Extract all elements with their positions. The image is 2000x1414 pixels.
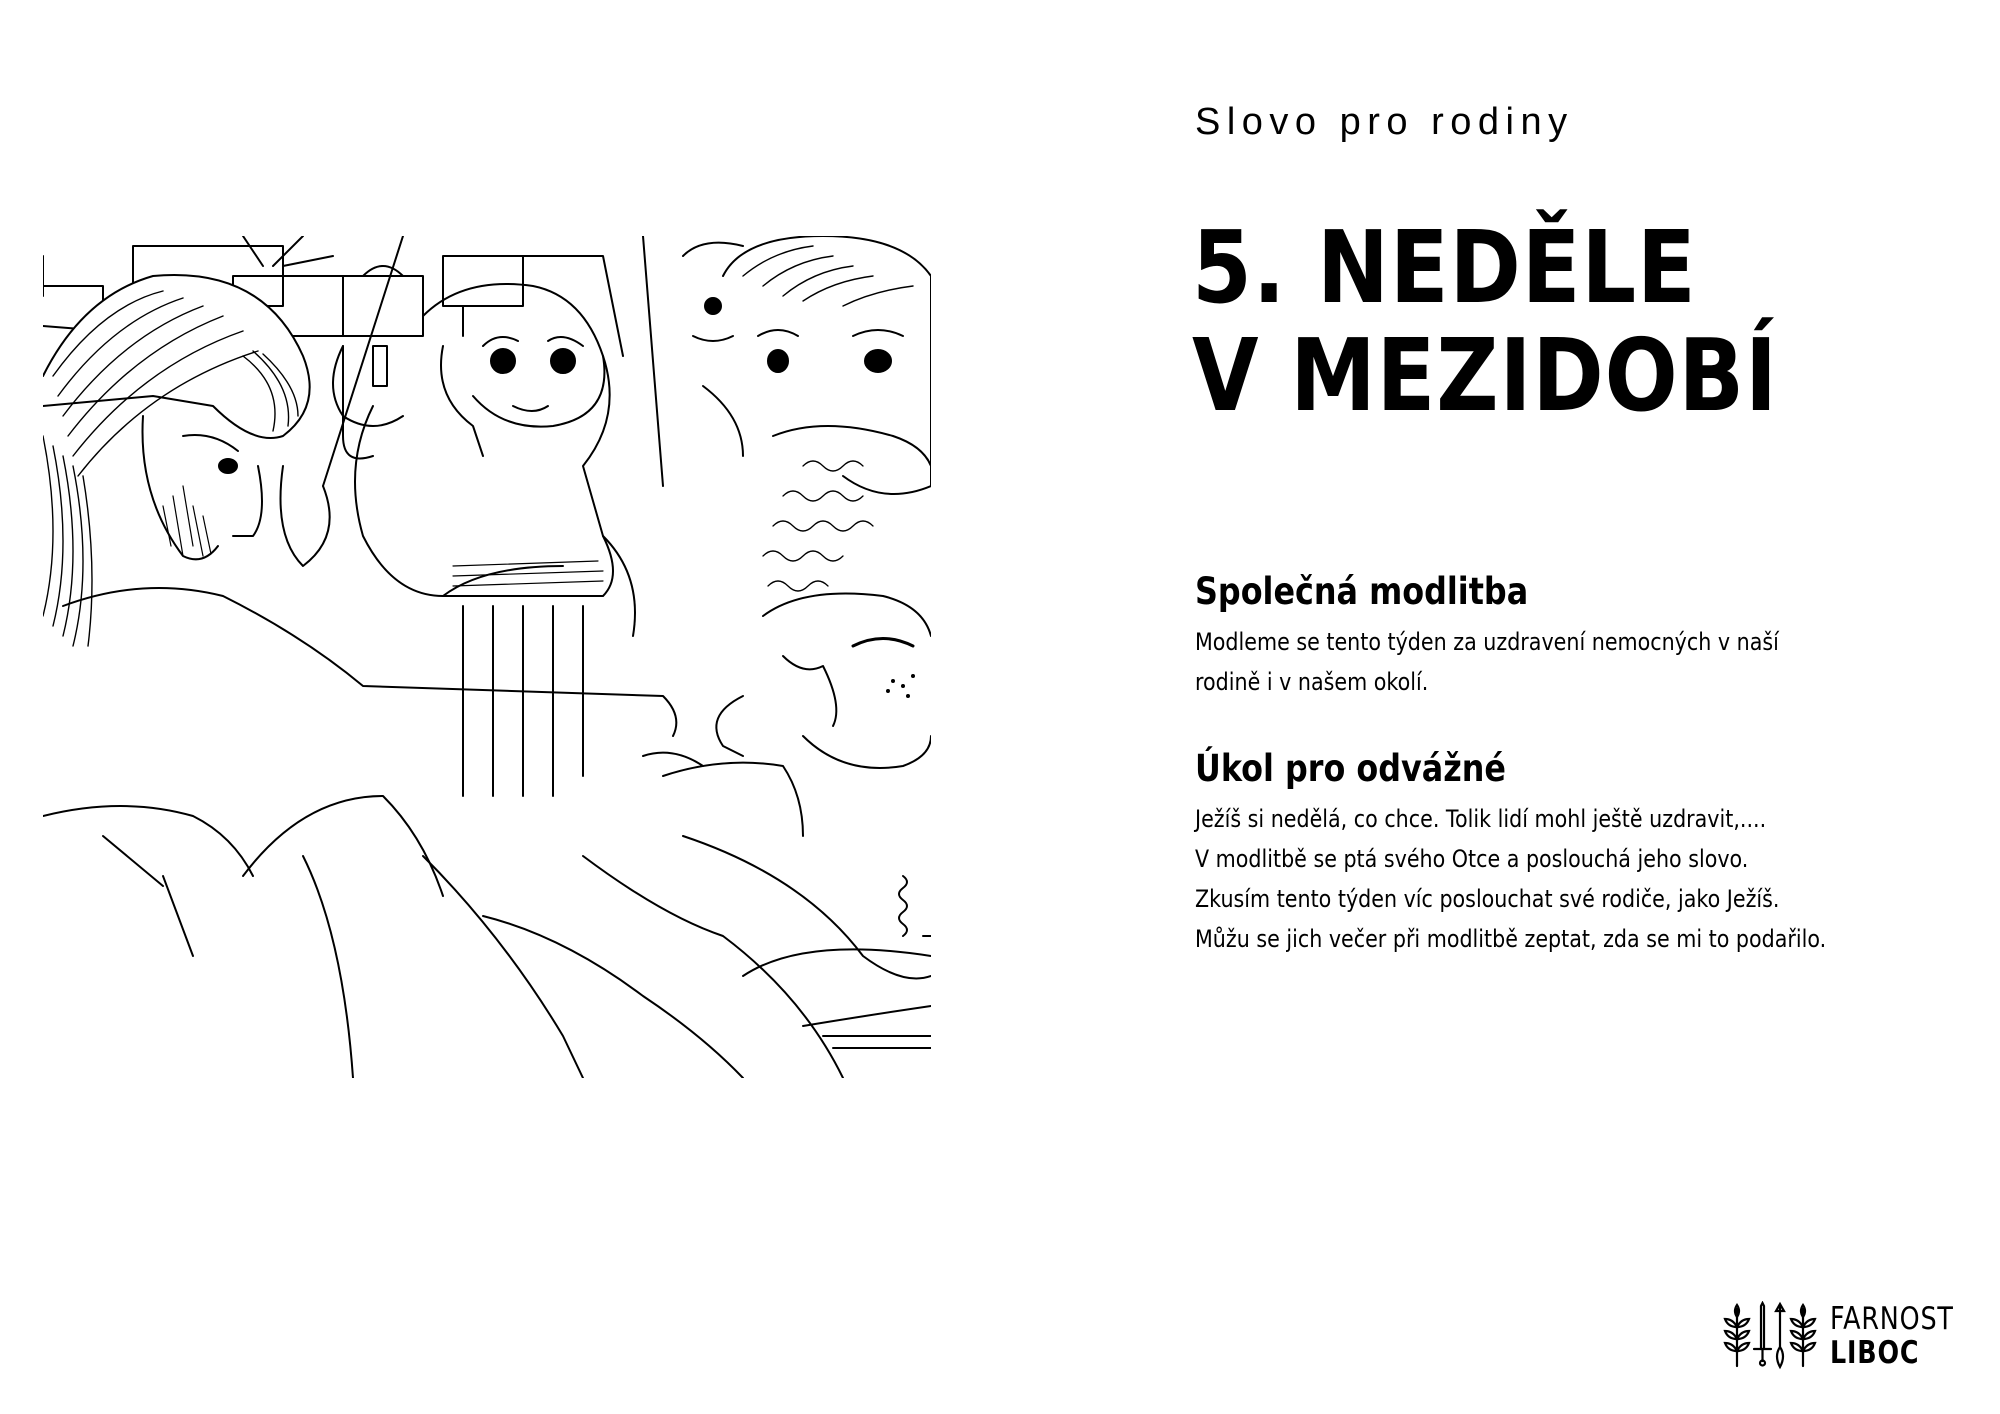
illustration-image	[43, 236, 931, 1078]
body-line: rodině i v našem okolí.	[1195, 668, 1429, 696]
body-line: Můžu se jich večer při modlitbě zeptat, zda se mi to podařilo.	[1195, 925, 1827, 953]
body-line: Modleme se tento týden za uzdravení nemocných v naší	[1195, 628, 1779, 656]
logo-line-2: LIBOC	[1830, 1335, 1920, 1371]
wheat-icon	[1725, 1305, 1749, 1366]
page-title	[1192, 209, 1778, 434]
body-line: V modlitbě se ptá svého Otce a poslouchá jeho slovo.	[1195, 845, 1749, 873]
body-line: Zkusím tento týden víc poslouchat své rodiče, jako Ježíš.	[1195, 885, 1780, 913]
logo-line-1: FARNOST	[1830, 1301, 1954, 1337]
body-line: Ježíš si nedělá, co chce. Tolik lidí mohl ještě uzdravit,....	[1195, 805, 1767, 833]
jesus-figure	[43, 275, 676, 956]
kicker-text: Slovo pro rodiny	[1195, 101, 1574, 143]
section-heading-prayer: Společná modlitba	[1195, 570, 1529, 613]
parish-logo	[1720, 1300, 1981, 1372]
title-line-2: V MEZIDOBÍ	[1192, 317, 1778, 434]
title-line-1: 5. NEDĚLE	[1192, 209, 1697, 326]
onlookers	[683, 236, 931, 591]
section-body-prayer	[1195, 622, 1779, 702]
logo-text	[1830, 1302, 1954, 1370]
section-body-task	[1195, 799, 1826, 959]
wheat-icon	[1791, 1305, 1815, 1366]
garment-lines	[303, 856, 931, 1078]
woman-center	[281, 236, 664, 796]
section-heading-task: Úkol pro odvážné	[1195, 747, 1507, 790]
logo-emblem-icon	[1720, 1301, 1820, 1371]
sword-icon	[1754, 1303, 1771, 1366]
arrow-icon	[1776, 1304, 1784, 1367]
